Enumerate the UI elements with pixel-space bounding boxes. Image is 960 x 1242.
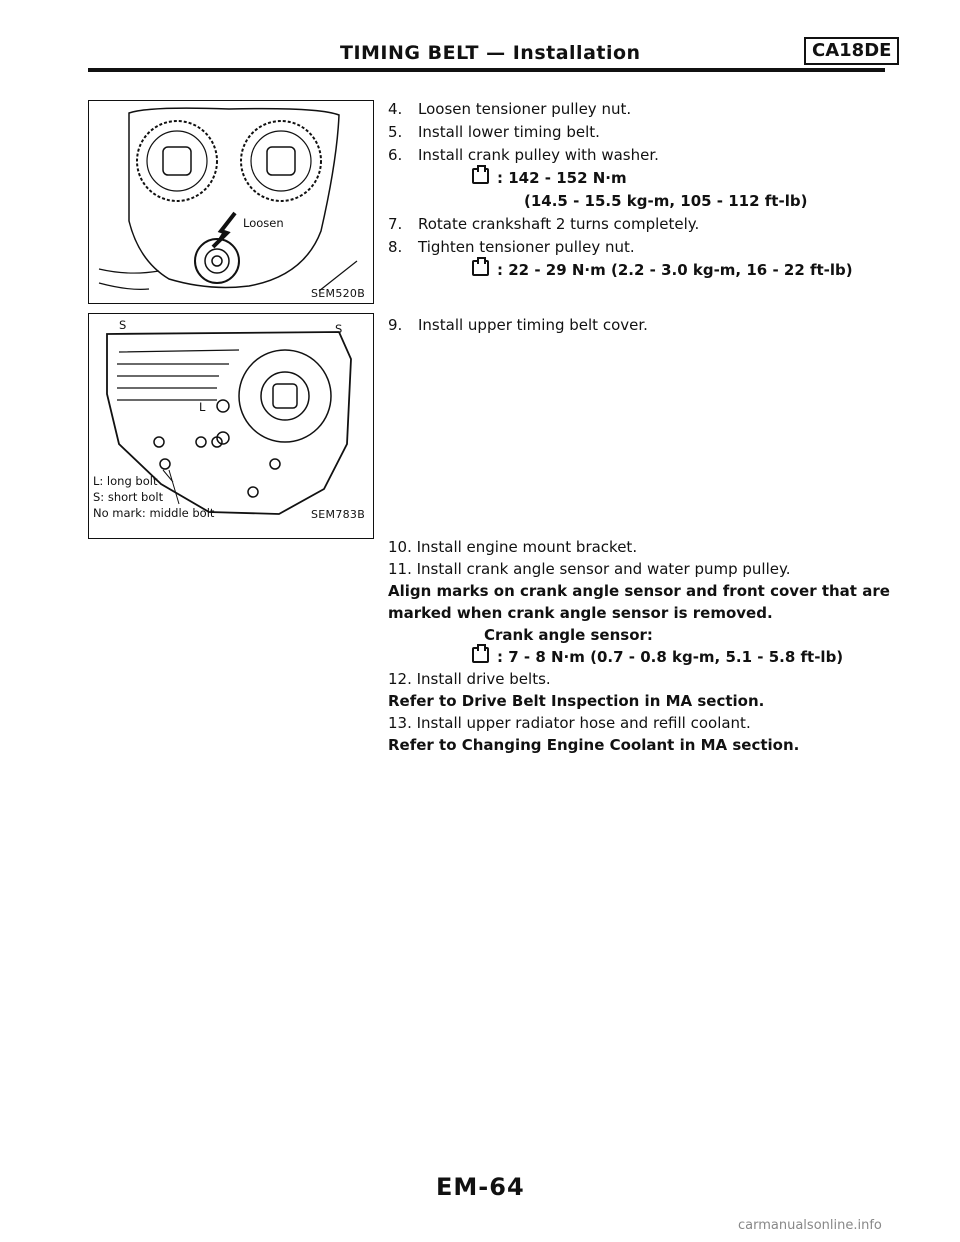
short-bolt-mark-right: S — [335, 322, 343, 336]
note-drive-belt: Refer to Drive Belt Inspection in MA section. — [388, 692, 765, 710]
upper-cover-illustration — [89, 314, 373, 538]
step-13: 13. Install upper radiator hose and refill coolant. — [388, 714, 751, 732]
step-9: 9. Install upper timing belt cover. — [388, 316, 648, 334]
steps-group-c — [388, 536, 908, 756]
step-6: 6. Install crank pulley with washer. — [388, 146, 659, 164]
long-bolt-mark: L — [199, 400, 206, 414]
page-number: EM-64 — [436, 1173, 525, 1201]
watermark: carmanualsonline.info — [738, 1218, 882, 1233]
torque-spec-crank-pulley-alt: (14.5 - 15.5 kg-m, 105 - 112 ft-lb) — [524, 192, 808, 210]
torque-spec-sensor: : 7 - 8 N·m (0.7 - 0.8 kg-m, 5.1 - 5.8 ft-lb) — [388, 646, 908, 668]
loosen-callout: Loosen — [243, 216, 284, 230]
steps-group-a — [388, 98, 908, 282]
figure2-code: SEM783B — [311, 508, 366, 521]
legend-short-bolt: S: short bolt — [93, 490, 164, 504]
note-coolant: Refer to Changing Engine Coolant in MA section. — [388, 736, 800, 754]
steps-group-b — [388, 314, 908, 337]
figure-upper-cover-bolts — [88, 313, 374, 539]
step-11: 11. Install crank angle sensor and water pump pulley. — [388, 560, 791, 578]
header-rule — [88, 68, 885, 72]
step-12: 12. Install drive belts. — [388, 670, 551, 688]
step-10: 10. Install engine mount bracket. — [388, 538, 638, 556]
short-bolt-mark-left: S — [119, 318, 127, 332]
torque-wrench-icon — [472, 260, 489, 276]
crank-angle-sensor-label: Crank angle sensor: — [484, 626, 653, 644]
torque-spec-crank-pulley: : 142 - 152 N·m — [388, 167, 908, 190]
timing-belt-illustration — [89, 101, 373, 303]
legend-long-bolt: L: long bolt — [93, 474, 158, 488]
torque-wrench-icon — [472, 647, 489, 663]
engine-model-badge: CA18DE — [804, 37, 899, 65]
page-title: TIMING BELT — Installation — [340, 42, 641, 64]
legend-middle-bolt: No mark: middle bolt — [93, 506, 215, 520]
step-7: 7. Rotate crankshaft 2 turns completely. — [388, 215, 700, 233]
figure1-code: SEM520B — [311, 287, 366, 300]
torque-wrench-icon — [472, 168, 489, 184]
step-5: 5. Install lower timing belt. — [388, 123, 600, 141]
torque-spec-tensioner: : 22 - 29 N·m (2.2 - 3.0 kg-m, 16 - 22 ft-lb) — [388, 259, 908, 282]
note-align-marks-cont: marked when crank angle sensor is removed. — [388, 604, 773, 622]
step-4: 4. Loosen tensioner pulley nut. — [388, 100, 632, 118]
note-align-marks: Align marks on crank angle sensor and front cover that are — [388, 582, 890, 600]
step-8: 8. Tighten tensioner pulley nut. — [388, 238, 635, 256]
figure-timing-belt-tensioner — [88, 100, 374, 304]
